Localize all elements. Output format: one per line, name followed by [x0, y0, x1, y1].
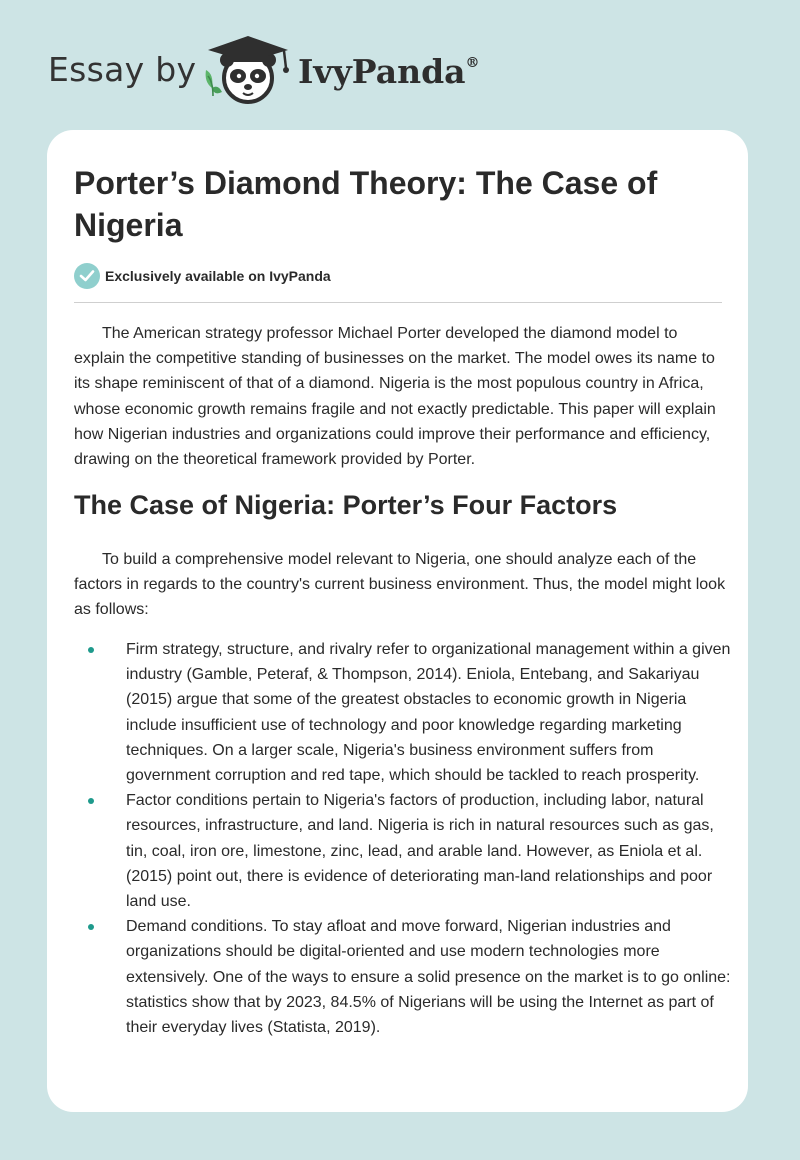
essay-by-label: Essay by: [48, 50, 197, 89]
intro-paragraph: The American strategy professor Michael Porter developed the diamond model to explain the competitive standing of businesses on the market. The model owes its name to its shape reminiscent of that of a diamond. Nigeria is the most populous country in Africa, whose economic growth remains fragile and not exactly predictable. This paper will explain how Nigerian industries and organizations could improve their performance and efficiency, drawing on the theoretical framework provided by Porter.: [74, 325, 716, 469]
section-intro-paragraph: To build a comprehensive model relevant to Nigeria, one should analyze each of the factors in regards to the country's current business environment. Thus, the model might look as follows:: [74, 551, 726, 619]
exclusive-badge: [74, 263, 331, 289]
list-item-text: Firm strategy, structure, and rivalry refer to organizational management within a given industry (Gamble, Peteraf, & Thompson, 2014). Eniola, Entebang, and Sakariyau (2015) argue that some of the greatest obstacles to economic growth in Nigeria include insufficient use of technology and poor knowledge regarding marketing techniques. On a larger scale, Nigeria's business environment suffers from government corruption and red tape, which should be tackled to reach prosperity.: [126, 641, 731, 785]
article-card: [47, 130, 748, 1112]
list-item-text: Factor conditions pertain to Nigeria's factors of production, including labor, natural resources, infrastructure, and land. Nigeria is rich in natural resources such as gas, tin, coal, iron ore, limestone, zinc, lead, and arable land. However, as Eniola et al. (2015) point out, there is evidence of deteriorating man-land relationships and poor land use.: [126, 792, 714, 911]
exclusive-badge-text: Exclusively available on IvyPanda: [105, 268, 331, 284]
brand-text: IvyPanda: [298, 52, 466, 91]
bullet-dot-icon: [88, 647, 94, 653]
title-divider: [74, 302, 722, 303]
registered-mark: ®: [465, 55, 480, 71]
panda-graduate-icon[interactable]: [200, 34, 296, 110]
bullet-dot-icon: [88, 924, 94, 930]
list-item: [74, 788, 734, 914]
list-item: [74, 637, 734, 788]
check-circle-icon: [74, 263, 100, 289]
bullet-dot-icon: [88, 798, 94, 804]
brand-name[interactable]: [298, 52, 480, 91]
list-item: [74, 914, 734, 1040]
site-header: [0, 0, 800, 130]
article-title: Porter’s Diamond Theory: The Case of Nigeria: [74, 165, 658, 243]
factors-list: [74, 637, 734, 1040]
section-heading: The Case of Nigeria: Porter’s Four Factors: [74, 490, 618, 520]
list-item-text: Demand conditions. To stay afloat and move forward, Nigerian industries and organizations should be digital-oriented and use modern technologies more extensively. One of the ways to ensure a solid presence on the market is to go online: statistics show that by 2023, 84.5% of Nigerians will be using the Internet as part of their everyday lives (Statista, 2019).: [126, 918, 731, 1037]
